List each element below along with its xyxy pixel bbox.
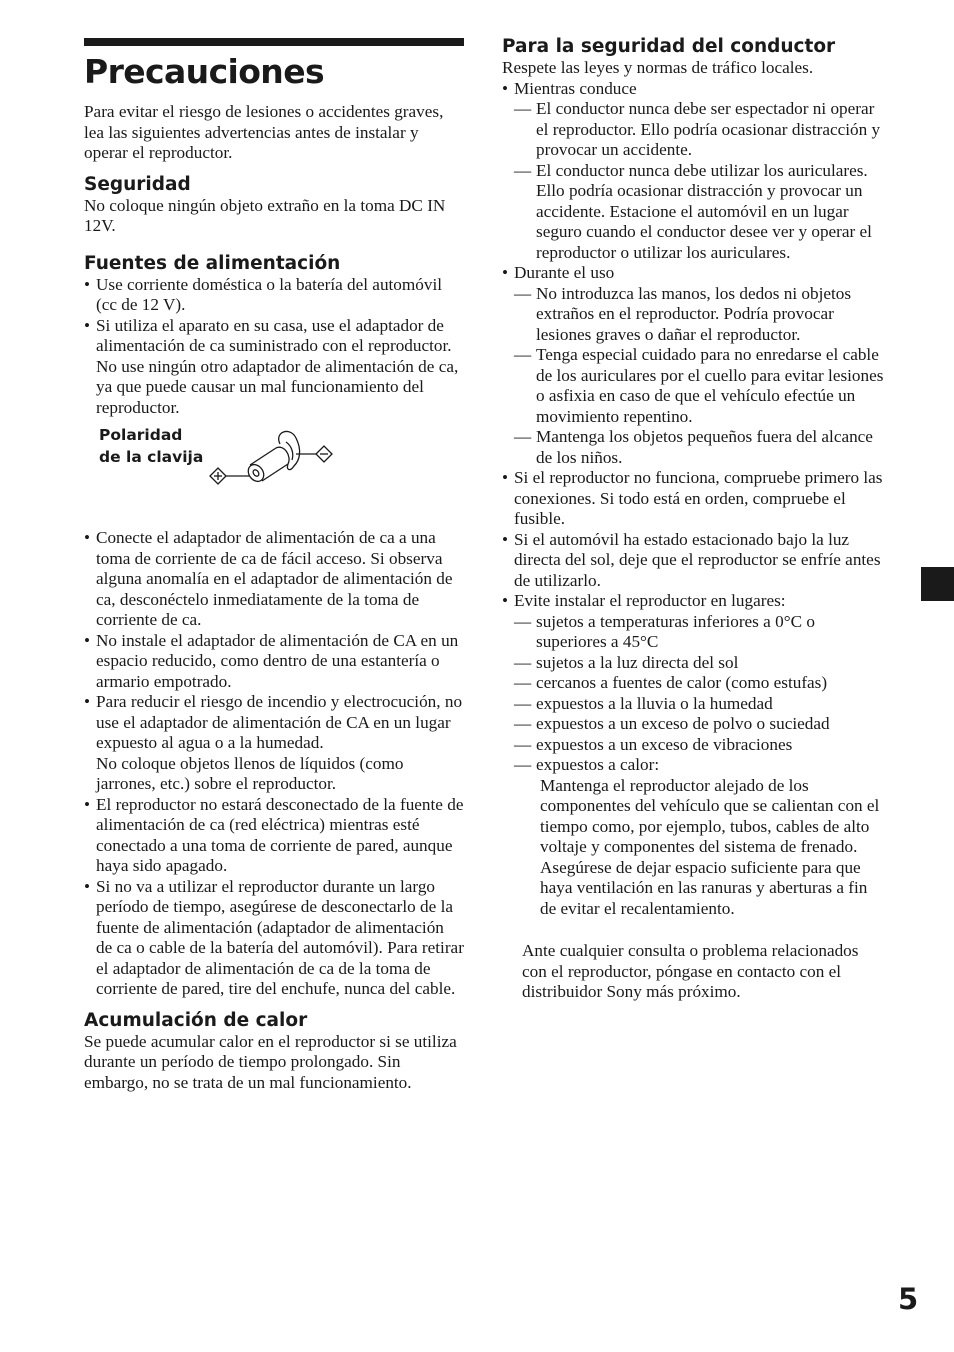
seguridad-heading: Seguridad <box>84 173 191 195</box>
conductor-intro: Respete las leyes y normas de tráfico locales. <box>502 58 814 77</box>
page-title: Precauciones <box>84 52 325 91</box>
evite-sublist <box>514 612 887 776</box>
right-column <box>502 36 887 1003</box>
intro-paragraph: Para evitar el riesgo de lesiones o accidentes graves, lea las siguientes advertencias antes de instalar y operar el reproductor. <box>84 102 444 162</box>
durante-label: • Durante el uso <box>514 263 615 282</box>
sublist-item: — Mantenga los objetos pequeños fuera del alcance de los niños. <box>514 427 887 468</box>
sublist-item: — El conductor nunca debe utilizar los auriculares. Ello podría ocasionar distracción y provocar un accidente. Estacione el automóvil en un lugar seguro cuando el conductor desee ver y operar el reproductor o utilizar los auriculares. <box>514 161 887 264</box>
fuentes-list <box>84 275 464 419</box>
list-item <box>84 692 464 795</box>
sublist-item: — expuestos a la lluvia o la humedad <box>514 694 887 715</box>
left-column <box>84 38 464 1093</box>
figure-label <box>99 424 203 468</box>
list-item-text: • Para reducir el riesgo de incendio y electrocución, no use el adaptador de alimentación de CA en un lugar expuesto al agua o a la humedad. <box>96 692 463 752</box>
sublist-item: — expuestos a un exceso de polvo o suciedad <box>514 714 887 735</box>
title-rule <box>84 38 464 46</box>
page-number: 5 <box>898 1282 919 1316</box>
sublist-item: — sujetos a temperaturas inferiores a 0°C o superiores a 45°C <box>514 612 887 653</box>
calor-heading: Acumulación de calor <box>84 1009 308 1031</box>
evite-note: Mantenga el reproductor alejado de los componentes del vehículo que se calientan con el tiempo como, por ejemplo, tubos, cables de alto voltaje y componentes del sistema de frenado. Asegúrese de dejar espacio suficiente para que haya ventilación en las ranuras y aberturas a fin de evitar el recalentamiento. <box>540 775 880 918</box>
figure-label-line-1: Polaridad <box>99 426 183 444</box>
list-item <box>502 263 887 468</box>
plug-polarity-figure <box>84 418 464 528</box>
durante-sublist <box>514 284 887 469</box>
calor-text: Se puede acumular calor en el reproductor si se utiliza durante un período de tiempo prolongado. Sin embargo, no se trata de un mal funcionamiento. <box>84 1031 457 1092</box>
sublist-item: — Tenga especial cuidado para no enredarse el cable de los auriculares por el cuello para evitar lesiones o asfixia en caso de que el vehículo efectúe un movimiento repentino. <box>514 345 887 427</box>
list-item-note: No coloque objetos llenos de líquidos (como jarrones, etc.) sobre el reproductor. <box>96 753 404 793</box>
list-item: • El reproductor no estará desconectado de la fuente de alimentación de ca (red eléctrica) mientras esté conectado a una toma de corriente de pared, aunque haya sido apagado. <box>84 795 464 877</box>
evite-label: • Evite instalar el reproductor en lugares: <box>514 591 786 610</box>
list-item: • Use corriente doméstica o la batería del automóvil (cc de 12 V). <box>84 275 464 316</box>
fuentes-heading: Fuentes de alimentación <box>84 252 341 274</box>
list-item: • No instale el adaptador de alimentación de CA en un espacio reducido, como dentro de una estantería o armario empotrado. <box>84 631 464 693</box>
mientras-label: • Mientras conduce <box>514 78 637 98</box>
mientras-sublist <box>514 99 887 263</box>
sublist-item: — No introduzca las manos, los dedos ni objetos extraños en el reproductor. Podría provocar lesiones graves o dañar el reproductor. <box>514 284 887 346</box>
sublist-item: — expuestos a un exceso de vibraciones <box>514 735 887 756</box>
conductor-heading: Para la seguridad del conductor <box>502 36 836 57</box>
closing-paragraph: Ante cualquier consulta o problema relacionados con el reproductor, póngase en contacto con el distribuidor Sony más próximo. <box>522 941 859 1001</box>
sublist-item: — cercanos a fuentes de calor (como estufas) <box>514 673 887 694</box>
list-item <box>502 79 887 264</box>
list-item: • Si no va a utilizar el reproductor durante un largo período de tiempo, asegúrese de desconectarlo de la fuente de alimentación (adaptador de alimentación de ca o cable de la batería del automóvil). Para retirar el adaptador de alimentación de ca de la toma de corriente de pared, tire del enchufe, nunca del cable. <box>84 877 464 1000</box>
fuentes-list-2 <box>84 528 464 1000</box>
list-item: • Conecte el adaptador de alimentación de ca a una toma de corriente de ca de fácil acceso. Si observa alguna anomalía en el adaptador de alimentación de ca, desconéctelo inmediatamente de la toma de corriente de ca. <box>84 528 464 631</box>
list-item: • Si utiliza el aparato en su casa, use el adaptador de alimentación de ca suministrado con el reproductor. No use ningún otro adaptador de alimentación de ca, ya que puede causar un mal funcionamiento del reproductor. <box>84 316 464 419</box>
figure-label-line-2: de la clavija <box>99 448 204 466</box>
seguridad-text: No coloque ningún objeto extraño en la toma DC IN 12V. <box>84 195 446 235</box>
sublist-item: — El conductor nunca debe ser espectador ni operar el reproductor. Ello podría ocasionar distracción y provocar un accidente. <box>514 99 887 161</box>
sublist-item: — expuestos a calor: <box>514 755 887 776</box>
section-tab-marker <box>921 567 954 601</box>
list-item: • Si el reproductor no funciona, compruebe primero las conexiones. Si todo está en orden, compruebe el fusible. <box>502 468 887 530</box>
conductor-list <box>502 79 887 920</box>
list-item <box>502 591 887 919</box>
list-item: • Si el automóvil ha estado estacionado bajo la luz directa del sol, deje que el reproductor se enfríe antes de utilizarlo. <box>502 530 887 592</box>
sublist-item: — sujetos a la luz directa del sol <box>514 653 887 674</box>
plug-polarity-icon <box>204 424 344 498</box>
